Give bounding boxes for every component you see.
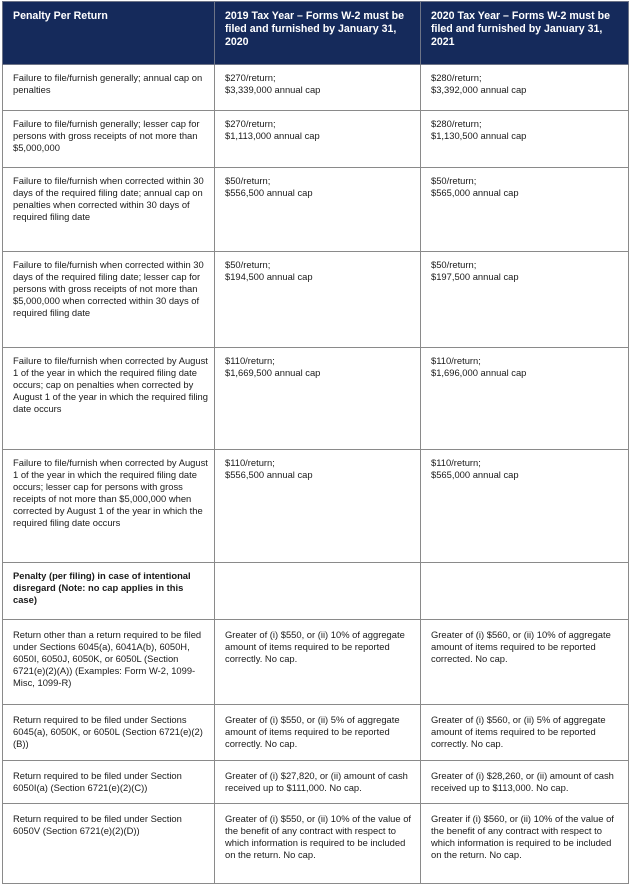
penalty-description: Failure to file/furnish when corrected by August 1 of the year in which the required filing date occurs; cap on penalties when corrected by August 1 of the year in which the required filing date occurs bbox=[3, 348, 215, 450]
header-penalty-per-return: Penalty Per Return bbox=[3, 2, 215, 65]
penalty-2019 bbox=[215, 65, 421, 111]
table-row bbox=[3, 111, 629, 168]
rate: $50/return; bbox=[431, 175, 477, 186]
penalty-2020 bbox=[421, 252, 629, 348]
penalty-2019: Greater of (i) $550, or (ii) 10% of the value of the benefit of any contract with respect to which information is required to be included on the return. No cap. bbox=[215, 804, 421, 884]
annual-cap: $1,669,500 annual cap bbox=[225, 367, 321, 378]
annual-cap: $1,696,000 annual cap bbox=[431, 367, 527, 378]
penalty-2019: Greater of (i) $550, or (ii) 5% of aggregate amount of items required to be reported correctly. No cap. bbox=[215, 705, 421, 761]
rate: $280/return; bbox=[431, 72, 482, 83]
table-header-row bbox=[3, 2, 629, 65]
penalty-2020: Greater of (i) $560, or (ii) 10% of aggregate amount of items required to be reported corrected. No cap. bbox=[421, 620, 629, 705]
penalty-2019 bbox=[215, 252, 421, 348]
table-row bbox=[3, 450, 629, 563]
rate: $280/return; bbox=[431, 118, 482, 129]
annual-cap: $197,500 annual cap bbox=[431, 271, 519, 282]
penalty-table bbox=[2, 1, 629, 884]
intentional-disregard-heading: Penalty (per filing) in case of intentional disregard (Note: no cap applies in this case) bbox=[3, 563, 215, 620]
penalty-2019 bbox=[215, 111, 421, 168]
table-row bbox=[3, 563, 629, 620]
annual-cap: $565,000 annual cap bbox=[431, 187, 519, 198]
table-row bbox=[3, 252, 629, 348]
penalty-2020 bbox=[421, 168, 629, 252]
annual-cap: $1,113,000 annual cap bbox=[225, 130, 320, 141]
annual-cap: $1,130,500 annual cap bbox=[431, 130, 527, 141]
table-row bbox=[3, 705, 629, 761]
penalty-2019 bbox=[215, 348, 421, 450]
penalty-2020: Greater of (i) $28,260, or (ii) amount of cash received up to $113,000. No cap. bbox=[421, 761, 629, 804]
penalty-2019 bbox=[215, 450, 421, 563]
annual-cap: $565,000 annual cap bbox=[431, 469, 519, 480]
penalty-2020: Greater if (i) $560, or (ii) 10% of the value of the benefit of any contract with respect to which information is required to be included on the return. No cap. bbox=[421, 804, 629, 884]
table-row bbox=[3, 804, 629, 884]
penalty-description: Return required to be filed under Section 6050V (Section 6721(e)(2)(D)) bbox=[3, 804, 215, 884]
header-2019-tax-year: 2019 Tax Year – Forms W-2 must be filed and furnished by January 31, 2020 bbox=[215, 2, 421, 65]
penalty-2020 bbox=[421, 450, 629, 563]
rate: $50/return; bbox=[225, 175, 271, 186]
penalty-description: Return required to be filed under Section 6050I(a) (Section 6721(e)(2)(C)) bbox=[3, 761, 215, 804]
rate: $50/return; bbox=[431, 259, 477, 270]
penalty-description: Failure to file/furnish when corrected by August 1 of the year in which the required filing date occurs; lesser cap for persons with gross receipts of not more than $5,000,000 when corrected by August 1 of the year in which the required filing date occurs bbox=[3, 450, 215, 563]
penalty-description: Failure to file/furnish generally; lesser cap for persons with gross receipts of not more than $5,000,000 bbox=[3, 111, 215, 168]
rate: $110/return; bbox=[431, 457, 481, 468]
table-row bbox=[3, 65, 629, 111]
table-row bbox=[3, 761, 629, 804]
annual-cap: $556,500 annual cap bbox=[225, 187, 313, 198]
annual-cap: $194,500 annual cap bbox=[225, 271, 313, 282]
penalty-description: Failure to file/furnish when corrected within 30 days of the required filing date; lesser cap for persons with gross receipts of not more than $5,000,000 when corrected within 30 days of required filing date bbox=[3, 252, 215, 348]
penalty-2019: Greater of (i) $27,820, or (ii) amount of cash received up to $111,000. No cap. bbox=[215, 761, 421, 804]
penalty-2020: Greater of (i) $560, or (ii) 5% of aggregate amount of items required to be reported correctly. No cap. bbox=[421, 705, 629, 761]
rate: $110/return; bbox=[225, 457, 275, 468]
penalty-2019: Greater of (i) $550, or (ii) 10% of aggregate amount of items required to be reported correctly. No cap. bbox=[215, 620, 421, 705]
penalty-2020 bbox=[421, 348, 629, 450]
table-row bbox=[3, 348, 629, 450]
penalty-description: Failure to file/furnish generally; annual cap on penalties bbox=[3, 65, 215, 111]
rate: $270/return; bbox=[225, 72, 276, 83]
empty-cell bbox=[215, 563, 421, 620]
rate: $110/return; bbox=[431, 355, 481, 366]
rate: $270/return; bbox=[225, 118, 276, 129]
empty-cell bbox=[421, 563, 629, 620]
annual-cap: $556,500 annual cap bbox=[225, 469, 313, 480]
penalty-description: Failure to file/furnish when corrected within 30 days of the required filing date; annual cap on penalties when corrected within 30 days of required filing date bbox=[3, 168, 215, 252]
penalty-2020 bbox=[421, 111, 629, 168]
header-2020-tax-year: 2020 Tax Year – Forms W-2 must be filed and furnished by January 31, 2021 bbox=[421, 2, 629, 65]
penalty-description: Return other than a return required to be filed under Sections 6045(a), 6041A(b), 6050H, 6050I, 6050J, 6050K, or 6050L (Section 6721(e)(2)(A)) (Examples: Form W-2, 1099-Misc, 1099-R) bbox=[3, 620, 215, 705]
penalty-2020 bbox=[421, 65, 629, 111]
penalty-2019 bbox=[215, 168, 421, 252]
annual-cap: $3,339,000 annual cap bbox=[225, 84, 321, 95]
table-row bbox=[3, 620, 629, 705]
penalty-description: Return required to be filed under Sections 6045(a), 6050K, or 6050L (Section 6721(e)(2)(B)) bbox=[3, 705, 215, 761]
annual-cap: $3,392,000 annual cap bbox=[431, 84, 527, 95]
rate: $50/return; bbox=[225, 259, 271, 270]
table-row bbox=[3, 168, 629, 252]
rate: $110/return; bbox=[225, 355, 275, 366]
